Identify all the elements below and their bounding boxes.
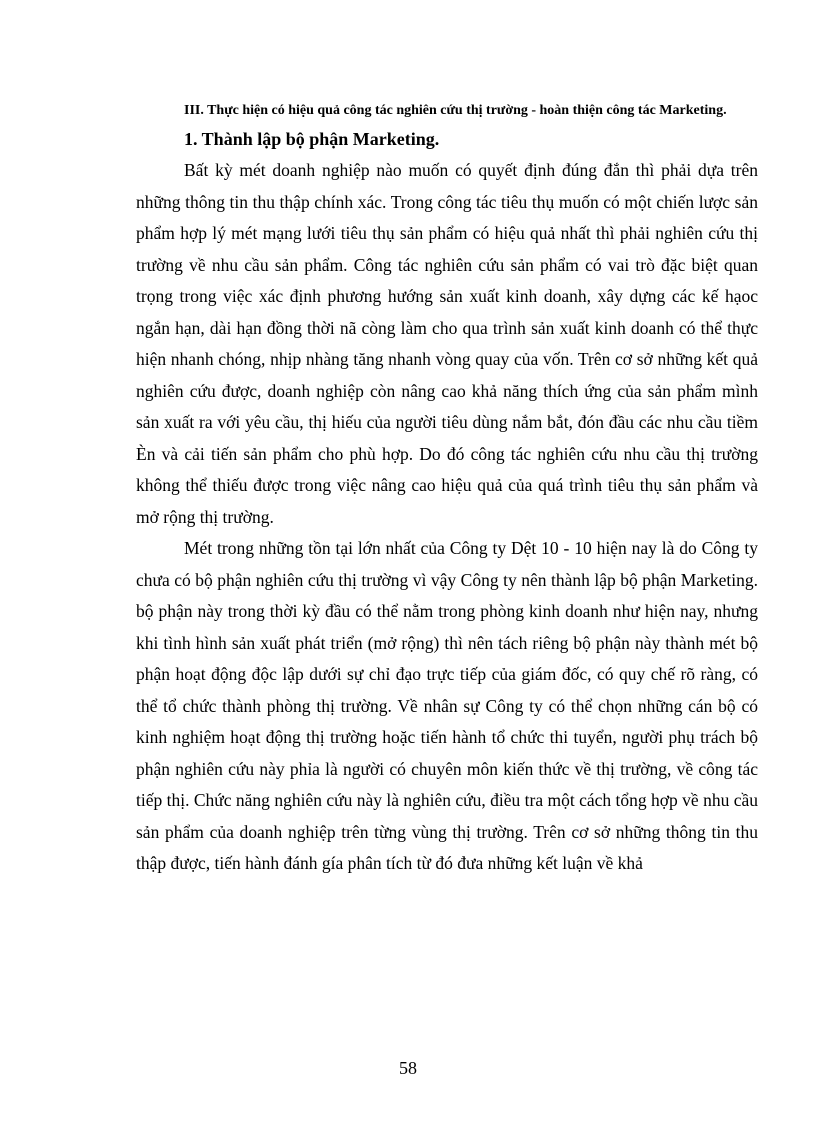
- page-content: [136, 97, 758, 880]
- paragraph-1: Bất kỳ mét doanh nghiệp nào muốn có quyết định đúng đắn thì phải dựa trên những thông tin thu thập chính xác. Trong công tác tiêu thụ muốn có một chiến lược sản phẩm hợp lý mét mạng lưới tiêu thụ sản phẩm có hiệu quả nhất thì phải nghiên cứu thị trường về nhu cầu sản phẩm. Công tác nghiên cứu sản phẩm có vai trò đặc biệt quan trọng trong việc xác định phương hướng sản xuất kinh doanh, xây dựng các kế hạoc ngắn hạn, dài hạn đồng thời nã còng làm cho qua trình sản xuất kinh doanh có thể thực hiện nhanh chóng, nhịp nhàng tăng nhanh vòng quay của vốn. Trên cơ sở những kết quả nghiên cứu được, doanh nghiệp còn nâng cao khả năng thích ứng của sản phẩm mình sản xuất ra với yêu cầu, thị hiếu của người tiêu dùng nắm bắt, đón đầu các nhu cầu tiềm Èn và cải tiến sản phẩm cho phù hợp. Do đó công tác nghiên cứu nhu cầu thị trường không thể thiếu được trong việc nâng cao hiệu quả của quá trình tiêu thụ sản phẩm và mở rộng thị trường.: [136, 160, 758, 527]
- sub-heading: 1. Thành lập bộ phận Marketing.: [184, 129, 440, 149]
- paragraph-2: Mét trong những tồn tại lớn nhất của Công ty Dệt 10 - 10 hiện nay là do Công ty chưa có bộ phận nghiên cứu thị trường vì vậy Công ty nên thành lập bộ phận Marketing. bộ phận này trong thời kỳ đầu có thể nằm trong phòng kinh doanh như hiện nay, nhưng khi tình hình sản xuất phát triển (mở rộng) thì nên tách riêng bộ phận này thành mét bộ phận hoạt động độc lập dưới sự chỉ đạo trực tiếp của giám đốc, có quy chế rõ ràng, có thể tổ chức thành phòng thị trường. Về nhân sự Công ty có thể chọn những cán bộ có kinh nghiệm hoạt động thị trường hoặc tiến hành tổ chức thi tuyển, người phụ trách bộ phận nghiên cứu này phỉa là người có chuyên môn kiến thức về thị trường, về công tác tiếp thị. Chức năng nghiên cứu này là nghiên cứu, điều tra một cách tổng hợp về nhu cầu sản phẩm của doanh nghiệp trên từng vùng thị trường. Trên cơ sở những thông tin thu thập được, tiến hành đánh gía phân tích từ đó đưa những kết luận về khả: [136, 538, 758, 873]
- section-heading: III. Thực hiện có hiệu quả công tác nghiên cứu thị trường - hoàn thiện công tác Marketing.: [184, 103, 727, 118]
- page-number: 58: [399, 1058, 417, 1078]
